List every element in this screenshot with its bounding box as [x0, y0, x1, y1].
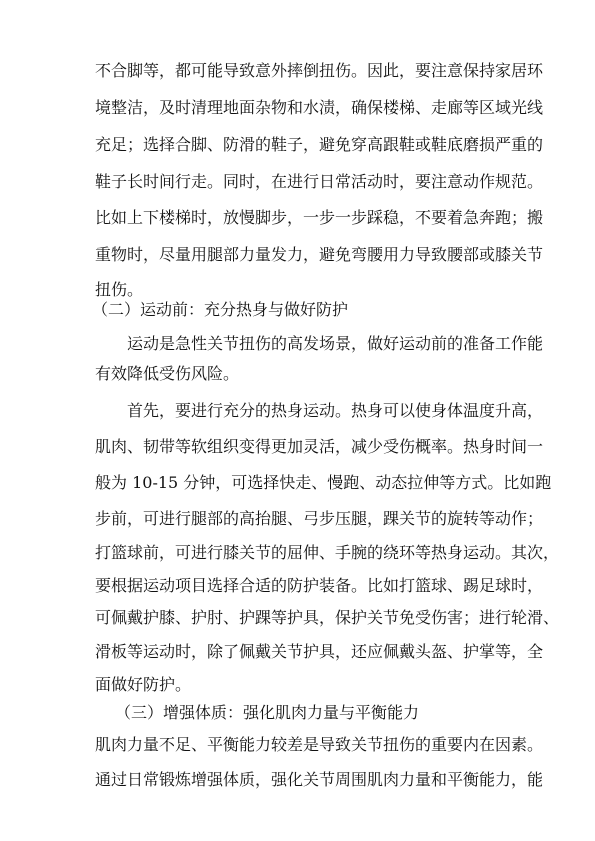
text-line: 运动是急性关节扭伤的高发场景，做好运动前的准备工作能	[127, 334, 544, 353]
text-line: 可佩戴护膝、护肘、护踝等护具，保护关节免受伤害；进行轮滑、	[95, 608, 560, 627]
text-line: 有效降低受伤风险。	[95, 364, 240, 383]
text-line: 通过日常锻炼增强体质，强化关节周围肌肉力量和平衡能力，能	[95, 770, 544, 789]
text-line: 重物时，尽量用腿部力量发力，避免弯腰用力导致腰部或膝关节	[95, 245, 544, 264]
text-line: 肌肉、韧带等软组织变得更加灵活，减少受伤概率。热身时间一	[95, 437, 544, 456]
text-line: 般为 10-15 分钟，可选择快走、慢跑、动态拉伸等方式。比如跑	[95, 473, 552, 492]
text-line: 要根据运动项目选择合适的防护装备。比如打篮球、踢足球时，	[95, 576, 544, 595]
text-line: 打篮球前，可进行膝关节的屈伸、手腕的绕环等热身运动。其次，	[95, 543, 560, 562]
text-line: 鞋子长时间行走。同时，在进行日常活动时，要注意动作规范。	[95, 172, 544, 191]
text-line: 滑板等运动时，除了佩戴关节护具，还应佩戴头盔、护掌等，全	[95, 642, 544, 661]
text-line: 步前，可进行腿部的高抬腿、弓步压腿，踝关节的旋转等动作；	[95, 509, 544, 528]
text-line: 不合脚等，都可能导致意外摔倒扭伤。因此，要注意保持家居环	[95, 61, 544, 80]
text-line: 首先，要进行充分的热身运动。热身可以使身体温度升高，	[127, 401, 544, 420]
section-heading: （二）运动前：充分热身与做好防护	[92, 300, 349, 319]
text-line: 扭伤。	[95, 280, 144, 299]
section-heading: （三）增强体质：强化肌肉力量与平衡能力	[115, 703, 420, 722]
text-line: 面做好防护。	[95, 675, 192, 694]
text-line: 充足；选择合脚、防滑的鞋子，避免穿高跟鞋或鞋底磨损严重的	[95, 135, 544, 154]
text-line: 肌肉力量不足、平衡能力较差是导致关节扭伤的重要内在因素。	[95, 735, 544, 754]
text-line: 境整洁，及时清理地面杂物和水渍，确保楼梯、走廊等区域光线	[95, 98, 544, 117]
text-line: 比如上下楼梯时，放慢脚步，一步一步踩稳，不要着急奔跑；搬	[95, 208, 544, 227]
